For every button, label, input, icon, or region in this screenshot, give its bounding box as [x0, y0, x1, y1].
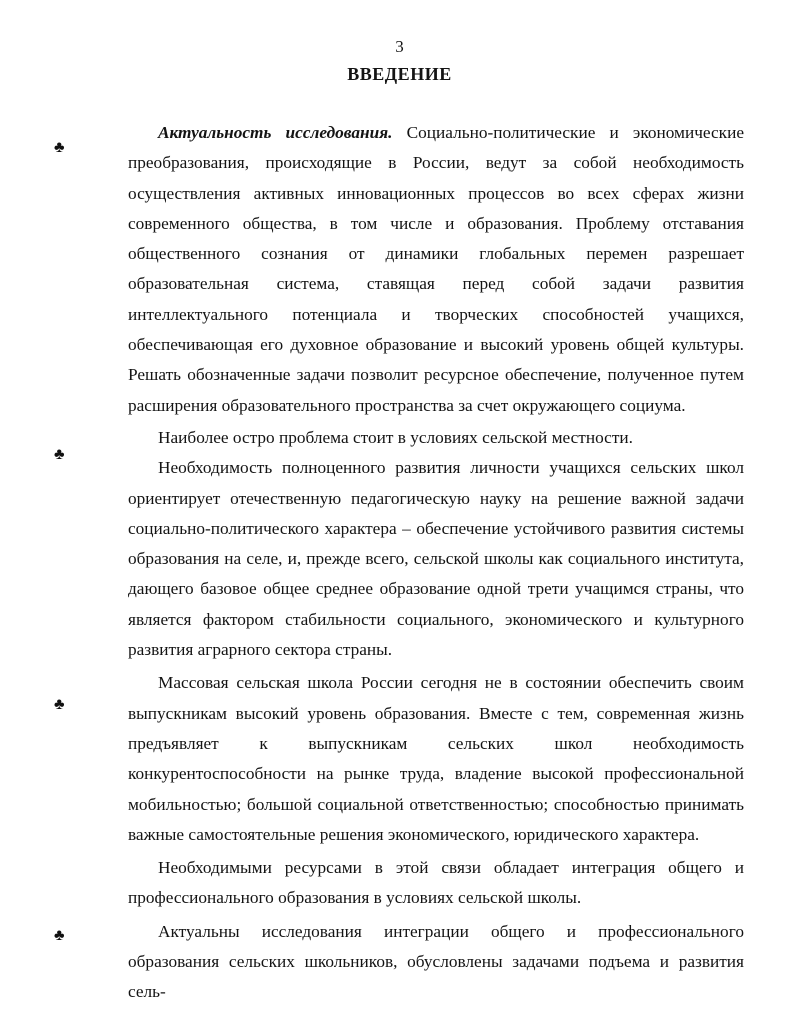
relevance-text: Социально-политические и экономические преобразования, происходящие в России, ведут за собой необходимость осуществления активных инновационных процессов во всех сферах жизни современного общества, в том числе и образования. Проблему отставания общественного сознания от динамики глобальных перемен разрешает образовательная система, ставящая перед собой задачи развития интеллектуального потенциала и творческих способностей учащихся, обеспечивающая его духовное образование и высокий уровень общей культуры. Решать обозначенные задачи позволит ресурсное обеспечение, полученное путем расширения образовательного пространства за счет окружающего социума. [128, 123, 744, 415]
paragraph-necessity: Необходимость полноценного развития личности учащихся сельских школ ориентирует отечественную педагогическую науку на решение важной задачи социально-политического характера – обеспечение устойчивого развития системы образования на селе, и, прежде всего, сельской школы как социального института, дающего базовое общее среднее образование одной трети учащимся страны, что является фактором стабильности социального, экономического и культурного развития аграрного сектора страны. [128, 458, 744, 660]
binder-mark: ♣ [54, 139, 65, 156]
body-text [128, 118, 744, 1008]
paragraph-relevance [128, 118, 744, 421]
paragraph-mass-school: Массовая сельская школа России сегодня не в состоянии обеспечить своим выпускникам высокий уровень образования. Вместе с тем, современная жизнь предъявляет к выпускникам сельских школ необходимость конкурентоспособности на рынке труда, владение высокой профессиональной мобильностью; большой социальной ответственностью; способностью принимать важные самостоятельные решения экономического, юридического характера. [128, 673, 744, 844]
paragraph-rural: Наиболее остро проблема стоит в условиях сельской местности. [158, 427, 633, 447]
binder-mark: ♣ [54, 927, 65, 944]
binder-mark: ♣ [54, 696, 65, 713]
relevance-lead: Актуальность исследования. [158, 123, 393, 142]
binder-mark: ♣ [54, 446, 65, 463]
paragraph-resources: Необходимыми ресурсами в этой связи обладает интеграция общего и профессионального образования в условиях сельской школы. [128, 858, 744, 908]
page-number: 3 [395, 37, 404, 56]
paragraph-actual-research: Актуальны исследования интеграции общего и профессионального образования сельских школьников, обусловлены задачами подъема и развития сель- [128, 921, 744, 1002]
page-title: ВВЕДЕНИЕ [347, 64, 452, 84]
